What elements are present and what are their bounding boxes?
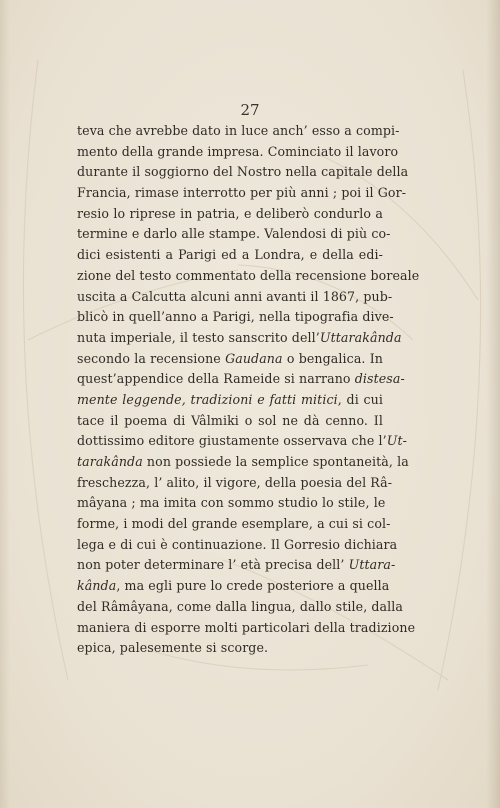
page-number: 27 — [240, 101, 260, 119]
text-line — [77, 576, 390, 597]
text-span: , ma egli pure lo crede posteriore a quella — [116, 578, 390, 594]
text-span: nuta imperiale, il testo sanscrito dell’ — [77, 329, 320, 345]
text-line — [77, 121, 400, 142]
text-span: secondo la recensione — [77, 350, 226, 366]
text-line — [77, 473, 393, 494]
text-line — [77, 390, 383, 411]
italic-span: distesa- — [354, 371, 405, 387]
text-line — [77, 618, 416, 639]
text-span: quest’appendice della Rameide si narrano — [77, 371, 355, 387]
text-line — [77, 142, 399, 163]
text-line — [77, 245, 383, 266]
text-line — [77, 266, 420, 287]
text-line — [77, 638, 383, 659]
text-span: mâyana ; ma imita con sommo studio lo stile, le — [77, 495, 386, 511]
text-span: , di cui — [337, 391, 383, 407]
text-span: o bengalica. In — [282, 350, 384, 366]
text-line — [77, 493, 386, 514]
text-span: dici esistenti a Parigi ed a Londra, e della edi- — [77, 247, 383, 263]
italic-span: Uttarakânda — [319, 329, 402, 345]
text-line — [77, 514, 391, 535]
text-span: lega e di cui è continuazione. Il Gorresio dichiara — [77, 536, 398, 552]
text-span: teva che avrebbe dato in luce anch’ esso a compi- — [77, 123, 400, 138]
text-line — [77, 349, 383, 370]
body-text — [77, 121, 420, 659]
text-span: dottissimo editore giustamente osservava che l’ — [77, 433, 387, 449]
text-span: non possiede la semplice spontaneità, la — [142, 454, 409, 469]
text-line — [77, 535, 398, 556]
text-line — [77, 287, 393, 308]
text-line — [77, 328, 402, 349]
text-span: epica, palesemente si scorge. — [77, 640, 269, 656]
italic-span: tarakânda — [77, 454, 143, 469]
text-span: forme, i modi del grande esemplare, a cui si col- — [77, 516, 391, 532]
text-span: durante il soggiorno del Nostro nella capitale della — [77, 164, 409, 180]
text-line — [77, 555, 396, 576]
text-line — [77, 369, 405, 390]
page-shadow-right — [486, 0, 500, 808]
text-line — [77, 597, 404, 618]
text-span: maniera di esporre molti particolari della tradizione — [77, 619, 416, 635]
text-line — [77, 183, 407, 204]
text-span: non poter determinare l’ età precisa dell’ — [77, 557, 349, 573]
text-span: tace il poema di Vâlmiki o sol ne dà cenno. Il — [77, 412, 383, 428]
text-span: zione del testo commentato della recensione boreale — [77, 267, 420, 283]
text-span: termine e darlo alle stampe. Valendosi di più co- — [77, 226, 391, 242]
italic-span: Ut- — [386, 433, 408, 449]
text-line — [77, 431, 408, 452]
italic-span: kânda — [77, 578, 117, 594]
text-span: del Râmâyana, come dalla lingua, dallo stile, dalla — [77, 598, 404, 614]
text-span: Francia, rimase interrotto per più anni ; poi il Gor- — [77, 185, 407, 201]
text-span: freschezza, l’ alito, il vigore, della poesia del Râ- — [77, 474, 393, 490]
page-shadow-left — [0, 0, 10, 808]
text-line — [77, 307, 394, 328]
text-span: resio lo riprese in patria, e deliberò condurlo a — [77, 205, 383, 221]
text-line — [77, 224, 391, 245]
italic-span: Gaudana — [225, 350, 283, 366]
text-line — [77, 204, 383, 225]
italic-span: mente leggende, tradizioni e fatti mitici — [77, 391, 338, 407]
text-span: mento della grande impresa. Cominciato il lavoro — [77, 143, 399, 159]
text-span: uscita a Calcutta alcuni anni avanti il 1867, pub- — [77, 288, 393, 304]
text-span: blicò in quell’anno a Parigi, nella tipografia dive- — [77, 309, 394, 325]
italic-span: Uttara- — [348, 557, 396, 573]
text-line — [77, 452, 409, 473]
text-line — [77, 162, 409, 183]
text-line — [77, 411, 383, 432]
